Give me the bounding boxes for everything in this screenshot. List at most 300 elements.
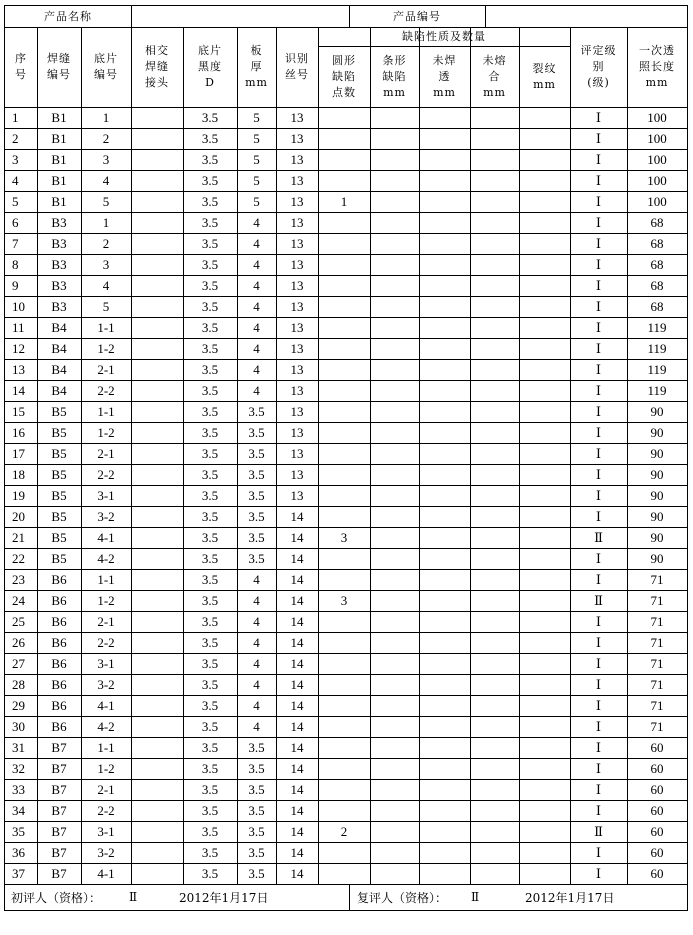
seq-cell: 26	[12, 635, 25, 650]
strip-defect-cell	[370, 170, 419, 191]
density-cell: 3.5	[201, 110, 219, 125]
round-defect-cell	[318, 485, 370, 506]
film-density-header: 底片 黑度 D	[198, 44, 222, 89]
crack-cell	[519, 401, 570, 422]
film-no-header: 底片 编号	[94, 52, 118, 81]
film-no-cell: 4-1	[97, 866, 115, 881]
penetration-cell	[419, 401, 470, 422]
seq-cell: 34	[12, 803, 25, 818]
fusion-cell	[470, 842, 519, 863]
weld-no-cell: B6	[51, 677, 67, 692]
weld-no-header: 焊缝 编号	[47, 52, 71, 81]
seq-cell: 30	[12, 719, 25, 734]
length-cell: 100	[647, 152, 667, 167]
crack-cell	[519, 170, 570, 191]
fusion-cell	[470, 338, 519, 359]
density-cell: 3.5	[201, 257, 219, 272]
fusion-cell	[470, 233, 519, 254]
fusion-cell	[470, 107, 519, 128]
round-defect-cell	[318, 569, 370, 590]
round-defect-cell	[318, 254, 370, 275]
cross-joint-cell	[131, 737, 183, 758]
weld-no-cell: B5	[51, 425, 67, 440]
penetration-cell	[419, 821, 470, 842]
iqi-cell: 13	[290, 152, 304, 167]
grade-cell: Ⅰ	[595, 425, 602, 440]
iqi-cell: 13	[290, 173, 304, 188]
cross-joint-cell	[131, 716, 183, 737]
fusion-cell	[470, 548, 519, 569]
density-cell: 3.5	[201, 530, 219, 545]
round-defect-cell: 1	[340, 194, 348, 209]
density-cell: 3.5	[201, 383, 219, 398]
strip-defect-cell	[370, 485, 419, 506]
grid-line	[519, 27, 520, 884]
round-defect-cell	[318, 128, 370, 149]
seq-cell: 11	[12, 320, 25, 335]
length-cell: 119	[647, 320, 667, 335]
grade-cell: Ⅰ	[595, 677, 602, 692]
cross-joint-cell	[131, 632, 183, 653]
penetration-cell	[419, 422, 470, 443]
strip-defect-cell	[370, 527, 419, 548]
grade-cell: Ⅰ	[595, 782, 602, 797]
density-cell: 3.5	[201, 761, 219, 776]
grid-line	[237, 27, 238, 884]
round-defect-cell	[318, 695, 370, 716]
penetration-cell	[419, 863, 470, 884]
density-cell: 3.5	[201, 572, 219, 587]
thickness-cell: 4	[253, 215, 260, 230]
length-cell: 60	[650, 761, 664, 776]
penetration-cell	[419, 254, 470, 275]
film-no-cell: 4-2	[97, 719, 115, 734]
radiograph-evaluation-sheet	[4, 5, 688, 911]
film-no-cell: 1	[102, 215, 110, 230]
iqi-cell: 14	[290, 656, 304, 671]
iqi-cell: 13	[290, 383, 304, 398]
film-no-cell: 3	[102, 257, 110, 272]
density-cell: 3.5	[201, 173, 219, 188]
penetration-cell	[419, 548, 470, 569]
weld-no-cell: B3	[51, 257, 67, 272]
grid-line	[627, 27, 628, 884]
grade-cell: Ⅱ	[594, 824, 603, 839]
round-defect-header: 圆形 缺陷 点数	[332, 53, 356, 99]
density-cell: 3.5	[201, 278, 219, 293]
crack-cell	[519, 548, 570, 569]
fusion-cell	[470, 758, 519, 779]
penetration-cell	[419, 485, 470, 506]
incomplete-penetration-header: 未焊 透 mm	[432, 53, 457, 99]
seq-header: 序 号	[15, 52, 27, 81]
density-cell: 3.5	[201, 782, 219, 797]
penetration-cell	[419, 275, 470, 296]
grade-cell: Ⅰ	[595, 572, 602, 587]
thickness-cell: 4	[253, 593, 260, 608]
crack-cell	[519, 569, 570, 590]
strip-defect-cell	[370, 863, 419, 884]
fusion-cell	[470, 191, 519, 212]
cross-joint-cell	[131, 800, 183, 821]
density-cell: 3.5	[201, 341, 219, 356]
grid-line	[570, 27, 571, 884]
fusion-cell	[470, 170, 519, 191]
strip-defect-cell	[370, 779, 419, 800]
grade-cell: Ⅰ	[595, 551, 602, 566]
grade-cell: Ⅱ	[594, 530, 603, 545]
seq-cell: 10	[12, 299, 25, 314]
iqi-cell: 13	[290, 446, 304, 461]
density-cell: 3.5	[201, 320, 219, 335]
length-cell: 68	[650, 278, 664, 293]
grade-cell: Ⅰ	[595, 404, 602, 419]
grade-cell: Ⅰ	[595, 845, 602, 860]
cross-joint-cell	[131, 170, 183, 191]
crack-cell	[519, 779, 570, 800]
penetration-cell	[419, 212, 470, 233]
penetration-cell	[419, 128, 470, 149]
thickness-cell: 5	[253, 110, 260, 125]
seq-cell: 1	[12, 110, 19, 125]
crack-cell	[519, 590, 570, 611]
seq-cell: 37	[12, 866, 25, 881]
length-cell: 90	[650, 530, 664, 545]
penetration-cell	[419, 296, 470, 317]
grid-line	[276, 27, 277, 884]
thickness-cell: 3.5	[248, 509, 265, 524]
penetration-cell	[419, 380, 470, 401]
weld-no-cell: B1	[51, 173, 67, 188]
crack-cell	[519, 296, 570, 317]
density-cell: 3.5	[201, 803, 219, 818]
round-defect-cell	[318, 863, 370, 884]
thickness-cell: 5	[253, 152, 260, 167]
thickness-cell: 4	[253, 257, 260, 272]
crack-cell	[519, 863, 570, 884]
crack-cell	[519, 527, 570, 548]
crack-cell	[519, 359, 570, 380]
film-no-cell: 2-1	[97, 614, 115, 629]
seq-cell: 16	[12, 425, 25, 440]
grade-cell: Ⅰ	[595, 299, 602, 314]
weld-no-cell: B4	[51, 341, 67, 356]
strip-defect-cell	[370, 506, 419, 527]
strip-defect-cell	[370, 107, 419, 128]
strip-defect-cell	[370, 128, 419, 149]
film-no-cell: 2-2	[97, 803, 115, 818]
fusion-cell	[470, 464, 519, 485]
weld-no-cell: B3	[51, 299, 67, 314]
density-cell: 3.5	[201, 656, 219, 671]
cross-joint-cell	[131, 107, 183, 128]
round-defect-cell	[318, 653, 370, 674]
iqi-cell: 14	[290, 677, 304, 692]
density-cell: 3.5	[201, 740, 219, 755]
strip-defect-cell	[370, 632, 419, 653]
initial-reviewer-level: Ⅱ	[129, 890, 138, 904]
penetration-cell	[419, 653, 470, 674]
iqi-cell: 14	[290, 824, 304, 839]
grid-line	[318, 46, 570, 47]
strip-defect-cell	[370, 821, 419, 842]
grid-line	[349, 884, 350, 910]
strip-defect-cell	[370, 611, 419, 632]
iqi-cell: 14	[290, 845, 304, 860]
grade-cell: Ⅰ	[595, 320, 602, 335]
crack-cell	[519, 254, 570, 275]
strip-defect-cell	[370, 464, 419, 485]
thickness-cell: 3.5	[248, 404, 265, 419]
strip-defect-cell	[370, 548, 419, 569]
crack-cell	[519, 716, 570, 737]
film-no-cell: 1-1	[97, 740, 115, 755]
thickness-cell: 3.5	[248, 425, 265, 440]
iqi-cell: 14	[290, 551, 304, 566]
cross-joint-cell	[131, 611, 183, 632]
fusion-cell	[470, 317, 519, 338]
film-no-cell: 3-1	[97, 824, 115, 839]
fusion-cell	[470, 716, 519, 737]
grade-cell: Ⅰ	[595, 236, 602, 251]
initial-reviewer-label: 初评人（资格）：	[11, 890, 102, 905]
round-defect-cell	[318, 275, 370, 296]
cross-joint-cell	[131, 548, 183, 569]
thickness-cell: 3.5	[248, 824, 265, 839]
film-no-cell: 1-2	[97, 761, 115, 776]
round-defect-cell	[318, 779, 370, 800]
density-cell: 3.5	[201, 446, 219, 461]
cross-joint-cell	[131, 695, 183, 716]
grid-line	[131, 27, 132, 884]
length-cell: 71	[650, 635, 664, 650]
strip-defect-cell	[370, 737, 419, 758]
strip-defect-cell	[370, 359, 419, 380]
strip-defect-cell	[370, 842, 419, 863]
iqi-cell: 13	[290, 215, 304, 230]
fusion-cell	[470, 485, 519, 506]
fusion-cell	[470, 296, 519, 317]
thickness-cell: 3.5	[248, 740, 265, 755]
cross-joint-cell	[131, 149, 183, 170]
seq-cell: 33	[12, 782, 25, 797]
length-cell: 100	[647, 194, 667, 209]
fusion-cell	[470, 254, 519, 275]
length-cell: 68	[650, 257, 664, 272]
grade-cell: Ⅰ	[595, 215, 602, 230]
second-reviewer-level: Ⅱ	[471, 890, 480, 904]
grade-cell: Ⅰ	[595, 383, 602, 398]
weld-no-cell: B3	[51, 215, 67, 230]
density-cell: 3.5	[201, 824, 219, 839]
weld-no-cell: B6	[51, 719, 67, 734]
density-cell: 3.5	[201, 509, 219, 524]
cross-joint-cell	[131, 380, 183, 401]
cross-joint-cell	[131, 128, 183, 149]
film-no-cell: 3	[102, 152, 110, 167]
grid-line	[419, 27, 420, 884]
film-no-cell: 3-2	[97, 509, 115, 524]
penetration-cell	[419, 233, 470, 254]
film-no-cell: 2-1	[97, 362, 115, 377]
thickness-cell: 3.5	[248, 551, 265, 566]
crack-cell	[519, 338, 570, 359]
length-cell: 68	[650, 215, 664, 230]
seq-cell: 14	[12, 383, 25, 398]
round-defect-cell	[318, 212, 370, 233]
density-cell: 3.5	[201, 467, 219, 482]
iqi-cell: 14	[290, 530, 304, 545]
round-defect-cell	[318, 674, 370, 695]
length-cell: 90	[650, 488, 664, 503]
seq-cell: 4	[12, 173, 19, 188]
film-no-cell: 2-2	[97, 635, 115, 650]
cross-joint-cell	[131, 485, 183, 506]
film-no-cell: 2	[102, 131, 110, 146]
thickness-cell: 3.5	[248, 446, 265, 461]
grade-cell: Ⅰ	[595, 446, 602, 461]
weld-no-cell: B7	[51, 824, 67, 839]
strip-defect-cell	[370, 296, 419, 317]
density-cell: 3.5	[201, 698, 219, 713]
penetration-cell	[419, 149, 470, 170]
iqi-cell: 14	[290, 761, 304, 776]
round-defect-cell	[318, 149, 370, 170]
penetration-cell	[419, 338, 470, 359]
cross-joint-cell	[131, 233, 183, 254]
weld-no-cell: B6	[51, 614, 67, 629]
round-defect-cell	[318, 422, 370, 443]
seq-cell: 6	[12, 215, 19, 230]
seq-cell: 35	[12, 824, 25, 839]
grade-cell: Ⅰ	[595, 362, 602, 377]
weld-no-cell: B1	[51, 110, 67, 125]
thickness-cell: 3.5	[248, 530, 265, 545]
length-cell: 90	[650, 509, 664, 524]
round-defect-cell	[318, 842, 370, 863]
seq-cell: 21	[12, 530, 25, 545]
round-defect-cell	[318, 632, 370, 653]
iqi-cell: 14	[290, 719, 304, 734]
crack-cell	[519, 191, 570, 212]
strip-defect-cell	[370, 254, 419, 275]
length-cell: 100	[647, 131, 667, 146]
iqi-cell: 14	[290, 803, 304, 818]
strip-defect-cell	[370, 590, 419, 611]
film-no-cell: 1-1	[97, 404, 115, 419]
density-cell: 3.5	[201, 299, 219, 314]
iqi-cell: 13	[290, 236, 304, 251]
grade-cell: Ⅰ	[595, 488, 602, 503]
fusion-cell	[470, 800, 519, 821]
seq-cell: 25	[12, 614, 25, 629]
fusion-cell	[470, 128, 519, 149]
weld-no-cell: B6	[51, 656, 67, 671]
cross-joint-cell	[131, 443, 183, 464]
grid-line	[5, 884, 687, 885]
iqi-cell: 13	[290, 362, 304, 377]
iqi-cell: 13	[290, 425, 304, 440]
length-cell: 90	[650, 425, 664, 440]
round-defect-cell	[318, 233, 370, 254]
thickness-cell: 5	[253, 131, 260, 146]
film-no-cell: 4	[102, 173, 110, 188]
strip-defect-cell	[370, 443, 419, 464]
iqi-cell: 14	[290, 593, 304, 608]
crack-cell	[519, 737, 570, 758]
seq-cell: 2	[12, 131, 19, 146]
grade-cell: Ⅰ	[595, 509, 602, 524]
cross-joint-cell	[131, 464, 183, 485]
cross-joint-cell	[131, 338, 183, 359]
crack-cell	[519, 128, 570, 149]
length-cell: 68	[650, 236, 664, 251]
grade-cell: Ⅰ	[595, 698, 602, 713]
round-defect-cell	[318, 359, 370, 380]
weld-no-cell: B6	[51, 635, 67, 650]
strip-defect-header: 条形 缺陷 mm	[382, 53, 407, 99]
seq-cell: 20	[12, 509, 25, 524]
weld-no-cell: B4	[51, 383, 67, 398]
density-cell: 3.5	[201, 236, 219, 251]
seq-cell: 15	[12, 404, 25, 419]
fusion-cell	[470, 422, 519, 443]
penetration-cell	[419, 611, 470, 632]
grid-line	[370, 27, 371, 884]
crack-cell	[519, 380, 570, 401]
film-no-cell: 1-2	[97, 593, 115, 608]
crack-cell	[519, 107, 570, 128]
iqi-cell: 14	[290, 614, 304, 629]
strip-defect-cell	[370, 338, 419, 359]
thickness-cell: 4	[253, 299, 260, 314]
incomplete-fusion-header: 未熔 合 mm	[482, 53, 507, 99]
penetration-cell	[419, 674, 470, 695]
weld-no-cell: B5	[51, 551, 67, 566]
film-no-cell: 1	[102, 110, 110, 125]
film-no-cell: 1-1	[97, 572, 115, 587]
film-no-cell: 3-2	[97, 677, 115, 692]
weld-no-cell: B5	[51, 488, 67, 503]
crack-cell	[519, 275, 570, 296]
thickness-cell: 4	[253, 320, 260, 335]
thickness-cell: 3.5	[248, 782, 265, 797]
thickness-cell: 4	[253, 614, 260, 629]
length-cell: 60	[650, 803, 664, 818]
penetration-cell	[419, 758, 470, 779]
grid-line	[183, 27, 184, 884]
round-defect-cell	[318, 800, 370, 821]
round-defect-cell: 3	[340, 530, 348, 545]
penetration-cell	[419, 107, 470, 128]
seq-cell: 7	[12, 236, 19, 251]
thickness-cell: 3.5	[248, 866, 265, 881]
iqi-cell: 13	[290, 194, 304, 209]
fusion-cell	[470, 632, 519, 653]
length-cell: 71	[650, 698, 664, 713]
iqi-cell: 14	[290, 698, 304, 713]
film-no-cell: 2-2	[97, 383, 115, 398]
product-no-value	[485, 6, 687, 27]
grid-line	[485, 6, 486, 27]
fusion-cell	[470, 443, 519, 464]
crack-cell	[519, 758, 570, 779]
cross-joint-cell	[131, 527, 183, 548]
strip-defect-cell	[370, 275, 419, 296]
length-cell: 119	[647, 383, 667, 398]
cross-joint-cell	[131, 401, 183, 422]
iqi-cell: 14	[290, 866, 304, 881]
